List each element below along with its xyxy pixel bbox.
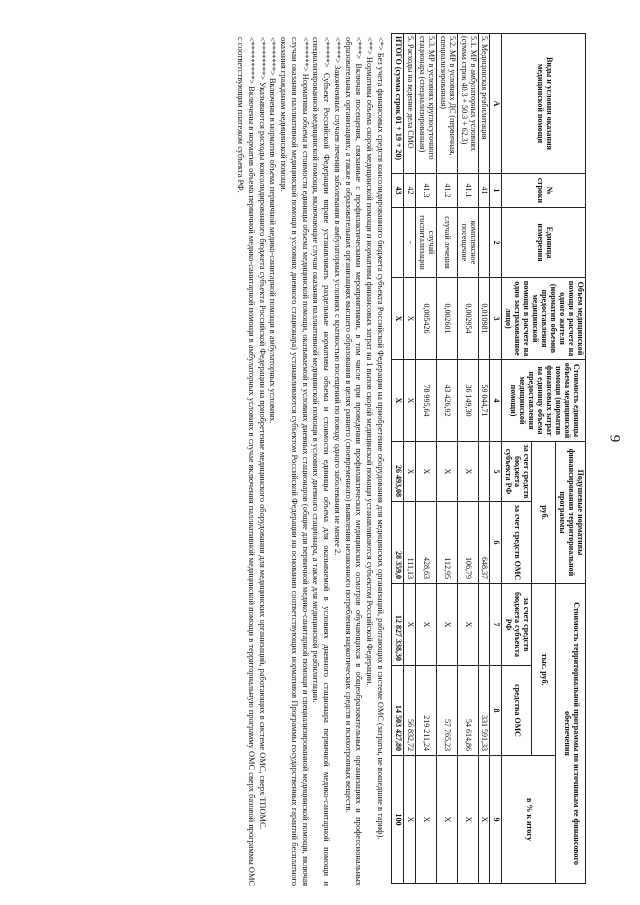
index-cell: 9 [490, 756, 502, 884]
index-cell: 4 [490, 360, 502, 442]
row-number: 41 [478, 174, 490, 208]
row-percent: Х [403, 756, 415, 884]
total-row [391, 34, 403, 884]
header-program-cost-group: Стоимость территориальной программы по источникам ее финансового обеспечения [556, 584, 586, 884]
row-pc-oms: 106,79 [457, 502, 478, 584]
row-cost-budget: Х [415, 584, 436, 666]
header-pc-budget: за счет средств бюджета субъекта РФ [502, 442, 532, 502]
row-volume: 0,010981 [478, 278, 490, 360]
row-number: 42 [403, 174, 415, 208]
cost-table [391, 33, 586, 884]
index-cell: 6 [490, 502, 502, 584]
header-per-capita-group: Подушевые нормативы финансирования территориальной программы [556, 442, 586, 584]
header-cost-percent: в % к итогу [502, 756, 556, 884]
row-cost-oms: 331 591,33 [478, 666, 490, 756]
row-unit-cost: 36 149,30 [457, 360, 478, 442]
row-name: 5. Расходы на ведение дела СМО [403, 34, 415, 174]
row-cost-oms: 56 832,72 [403, 666, 415, 756]
row-unit: случай лечения [436, 208, 457, 278]
row-number: 41.2 [436, 174, 457, 208]
row-pc-budget: Х [457, 442, 478, 502]
row-cost-oms: 219 211,24 [415, 666, 436, 756]
row-volume: Х [403, 278, 415, 360]
row-pc-budget: Х [403, 442, 415, 502]
index-cell: 7 [490, 584, 502, 666]
row-unit-cost: 59 044,71 [478, 360, 490, 442]
index-cell: 8 [490, 666, 502, 756]
row-pc-oms: 111,13 [403, 502, 415, 584]
row-cost-budget: Х [436, 584, 457, 666]
footnotes [234, 37, 385, 886]
index-cell: 2 [490, 208, 502, 278]
header-unit: Единица измерения [502, 208, 586, 278]
row-percent: Х [415, 756, 436, 884]
page-number: 9 [606, 434, 623, 443]
row-volume: 0,002601 [436, 278, 457, 360]
row-pc-oms: 648,37 [478, 502, 490, 584]
row-pc-budget: Х [415, 442, 436, 502]
total-pc-oms: 28 359,0 [391, 502, 403, 584]
row-percent: Х [436, 756, 457, 884]
footnote: <****> Законченных случаев лечения заболевания в амбулаторных условиях с кратностью посещений по поводу одного заболевания не менее 2. [332, 37, 342, 556]
footnote: <******> Нормативы объема и стоимости единицы объема медицинской помощи, оказываемой в условиях дневных стационаров (общие для первичной медико-санитарной помощи и специализированной медицинской помощи, включая случаи оказания паллиативной медицинской помощи в условиях дневного стационара) устанавливаются субъектом Российской Федерации на основании соответствующих нормативов Программы государственных гарантий бесплатного оказания гражданам медицинской помощи. [279, 37, 310, 886]
total-row-number: 43 [391, 174, 403, 208]
row-unit: комплексное посещение [457, 208, 478, 278]
row-volume: 0,005426 [415, 278, 436, 360]
row-cost-budget [478, 584, 490, 666]
row-name: 5.1. МР в амбулаторных условиях (сумма строк 40.3 + 50.3 + 62.3) [457, 34, 478, 174]
footnote: <*******> Включены в норматив объема первичной медико-санитарной помощи в амбулаторных условиях. [268, 37, 278, 424]
row-percent: Х [478, 756, 490, 884]
header-unit-cost: Стоимость единицы объема медицинской помощи (норматив финансовых затрат на единицу объема предоставления медицинской помощи) [502, 360, 586, 442]
footnote: <***> Включая посещения, связанные с профилактическими мероприятиями, в том числе при проведении профилактических медицинских осмотров обучающихся в общеобразовательных организациях и профессиональных образовательных организациях, а также в образовательных организациях высшего образования в целях раннего (своевременного) выявления незаконного потребления наркотических средств и психотропных веществ. [343, 37, 364, 886]
column-index-row [490, 34, 502, 884]
table-row [415, 34, 436, 884]
total-percent: 100 [391, 756, 403, 884]
footnote: <**> Нормативы объема скорой медицинской помощи и нормативы финансовых затрат на 1 вызов скорой медицинской помощи устанавливаются субъектом Российской Федерации. [365, 37, 375, 686]
footnote: <*********> Включены в норматив объема первичной медико-санитарной помощи в амбулаторных условиях в случае включения паллиативной медицинской помощи в территориальную программу ОМС сверх базовой программы ОМС с соответствующим платежом субъекта РФ. [236, 37, 256, 886]
header-cost-budget: за счет средств бюджета субъекта РФ [502, 584, 532, 666]
table-row [403, 34, 415, 884]
row-cost-oms: 54 614,86 [457, 666, 478, 756]
row-unit: - [403, 208, 415, 278]
row-number: 41.3 [415, 174, 436, 208]
header-cost-oms: средства ОМС [502, 666, 532, 756]
row-percent: Х [457, 756, 478, 884]
row-unit-cost: Х [403, 360, 415, 442]
row-volume: 0,002954 [457, 278, 478, 360]
footnote: <********> Указываются расходы консолидированного бюджета субъекта Российской Федерации на приобретение медицинского оборудования для медицинских организаций, работающих в системе ОМС, сверх ТПОМС. [257, 37, 267, 830]
index-cell: А [490, 34, 502, 174]
total-pc-budget: 26 493,08 [391, 442, 403, 502]
footnote: <*****> Субъект Российской Федерации вправе устанавливать раздельные нормативы объема и стоимости единицы объема для оказываемой в условиях дневного стационара первичной медико-санитарной помощи и специализированной медицинской помощи, включающие случаи оказания паллиативной медицинской помощи в условиях дневного стационара, а также для медицинской реабилитации. [311, 37, 332, 886]
header-program-cost-unit: тыс. руб. [532, 584, 556, 756]
total-volume: Х [391, 278, 403, 360]
row-number: 41.1 [457, 174, 478, 208]
row-name: 5. Медицинская реабилитация [478, 34, 490, 174]
header-pc-oms: за счет средств ОМС [502, 502, 532, 584]
row-pc-budget: Х [436, 442, 457, 502]
index-cell: 5 [490, 442, 502, 502]
row-unit-cost: 78 995,64 [415, 360, 436, 442]
row-cost-budget: Х [403, 584, 415, 666]
header-name: Виды и условия оказания медицинской помощи [502, 34, 586, 174]
row-unit-cost: 43 426,92 [436, 360, 457, 442]
footnote: <*> Без учета финансовых средств консолидированного бюджета субъекта Российской Федерации на приобретение оборудования для медицинских организаций, работающих в системе ОМС (затраты, не вошедшие в тариф). [375, 37, 385, 840]
row-unit [478, 208, 490, 278]
row-unit: случай госпитализации [415, 208, 436, 278]
total-unit [391, 208, 403, 278]
total-unit-cost: Х [391, 360, 403, 442]
row-pc-oms: 112,95 [436, 502, 457, 584]
rotated-page-content [3, 27, 588, 892]
row-name: 5.2. МР в условиях ДС (первичная, специализированная) [436, 34, 457, 174]
index-cell: 1 [490, 174, 502, 208]
header-row-1 [556, 34, 586, 884]
row-pc-oms: 428,63 [415, 502, 436, 584]
total-name: ИТОГО (сумма строк 01 + 19 + 20) [391, 34, 403, 174]
total-cost-oms: 14 503 427,80 [391, 666, 403, 756]
row-name: 5.3. МР в условиях круглосуточного стационара (специализированная) [415, 34, 436, 174]
total-cost-budget: 12 827 338,30 [391, 584, 403, 666]
table-row [457, 34, 478, 884]
index-cell: 3 [490, 278, 502, 360]
row-cost-budget: Х [457, 584, 478, 666]
table-row [436, 34, 457, 884]
header-row-number: № строки [502, 174, 586, 208]
table-row [478, 34, 490, 884]
header-volume: Объем медицинской помощи в расчете на одного жителя (норматив объемов предоставления медицинской помощи в расчете на одно застрахованное лицо) [502, 278, 586, 360]
row-cost-oms: 57 765,23 [436, 666, 457, 756]
row-pc-budget [478, 442, 490, 502]
header-per-capita-unit: руб. [532, 442, 556, 584]
